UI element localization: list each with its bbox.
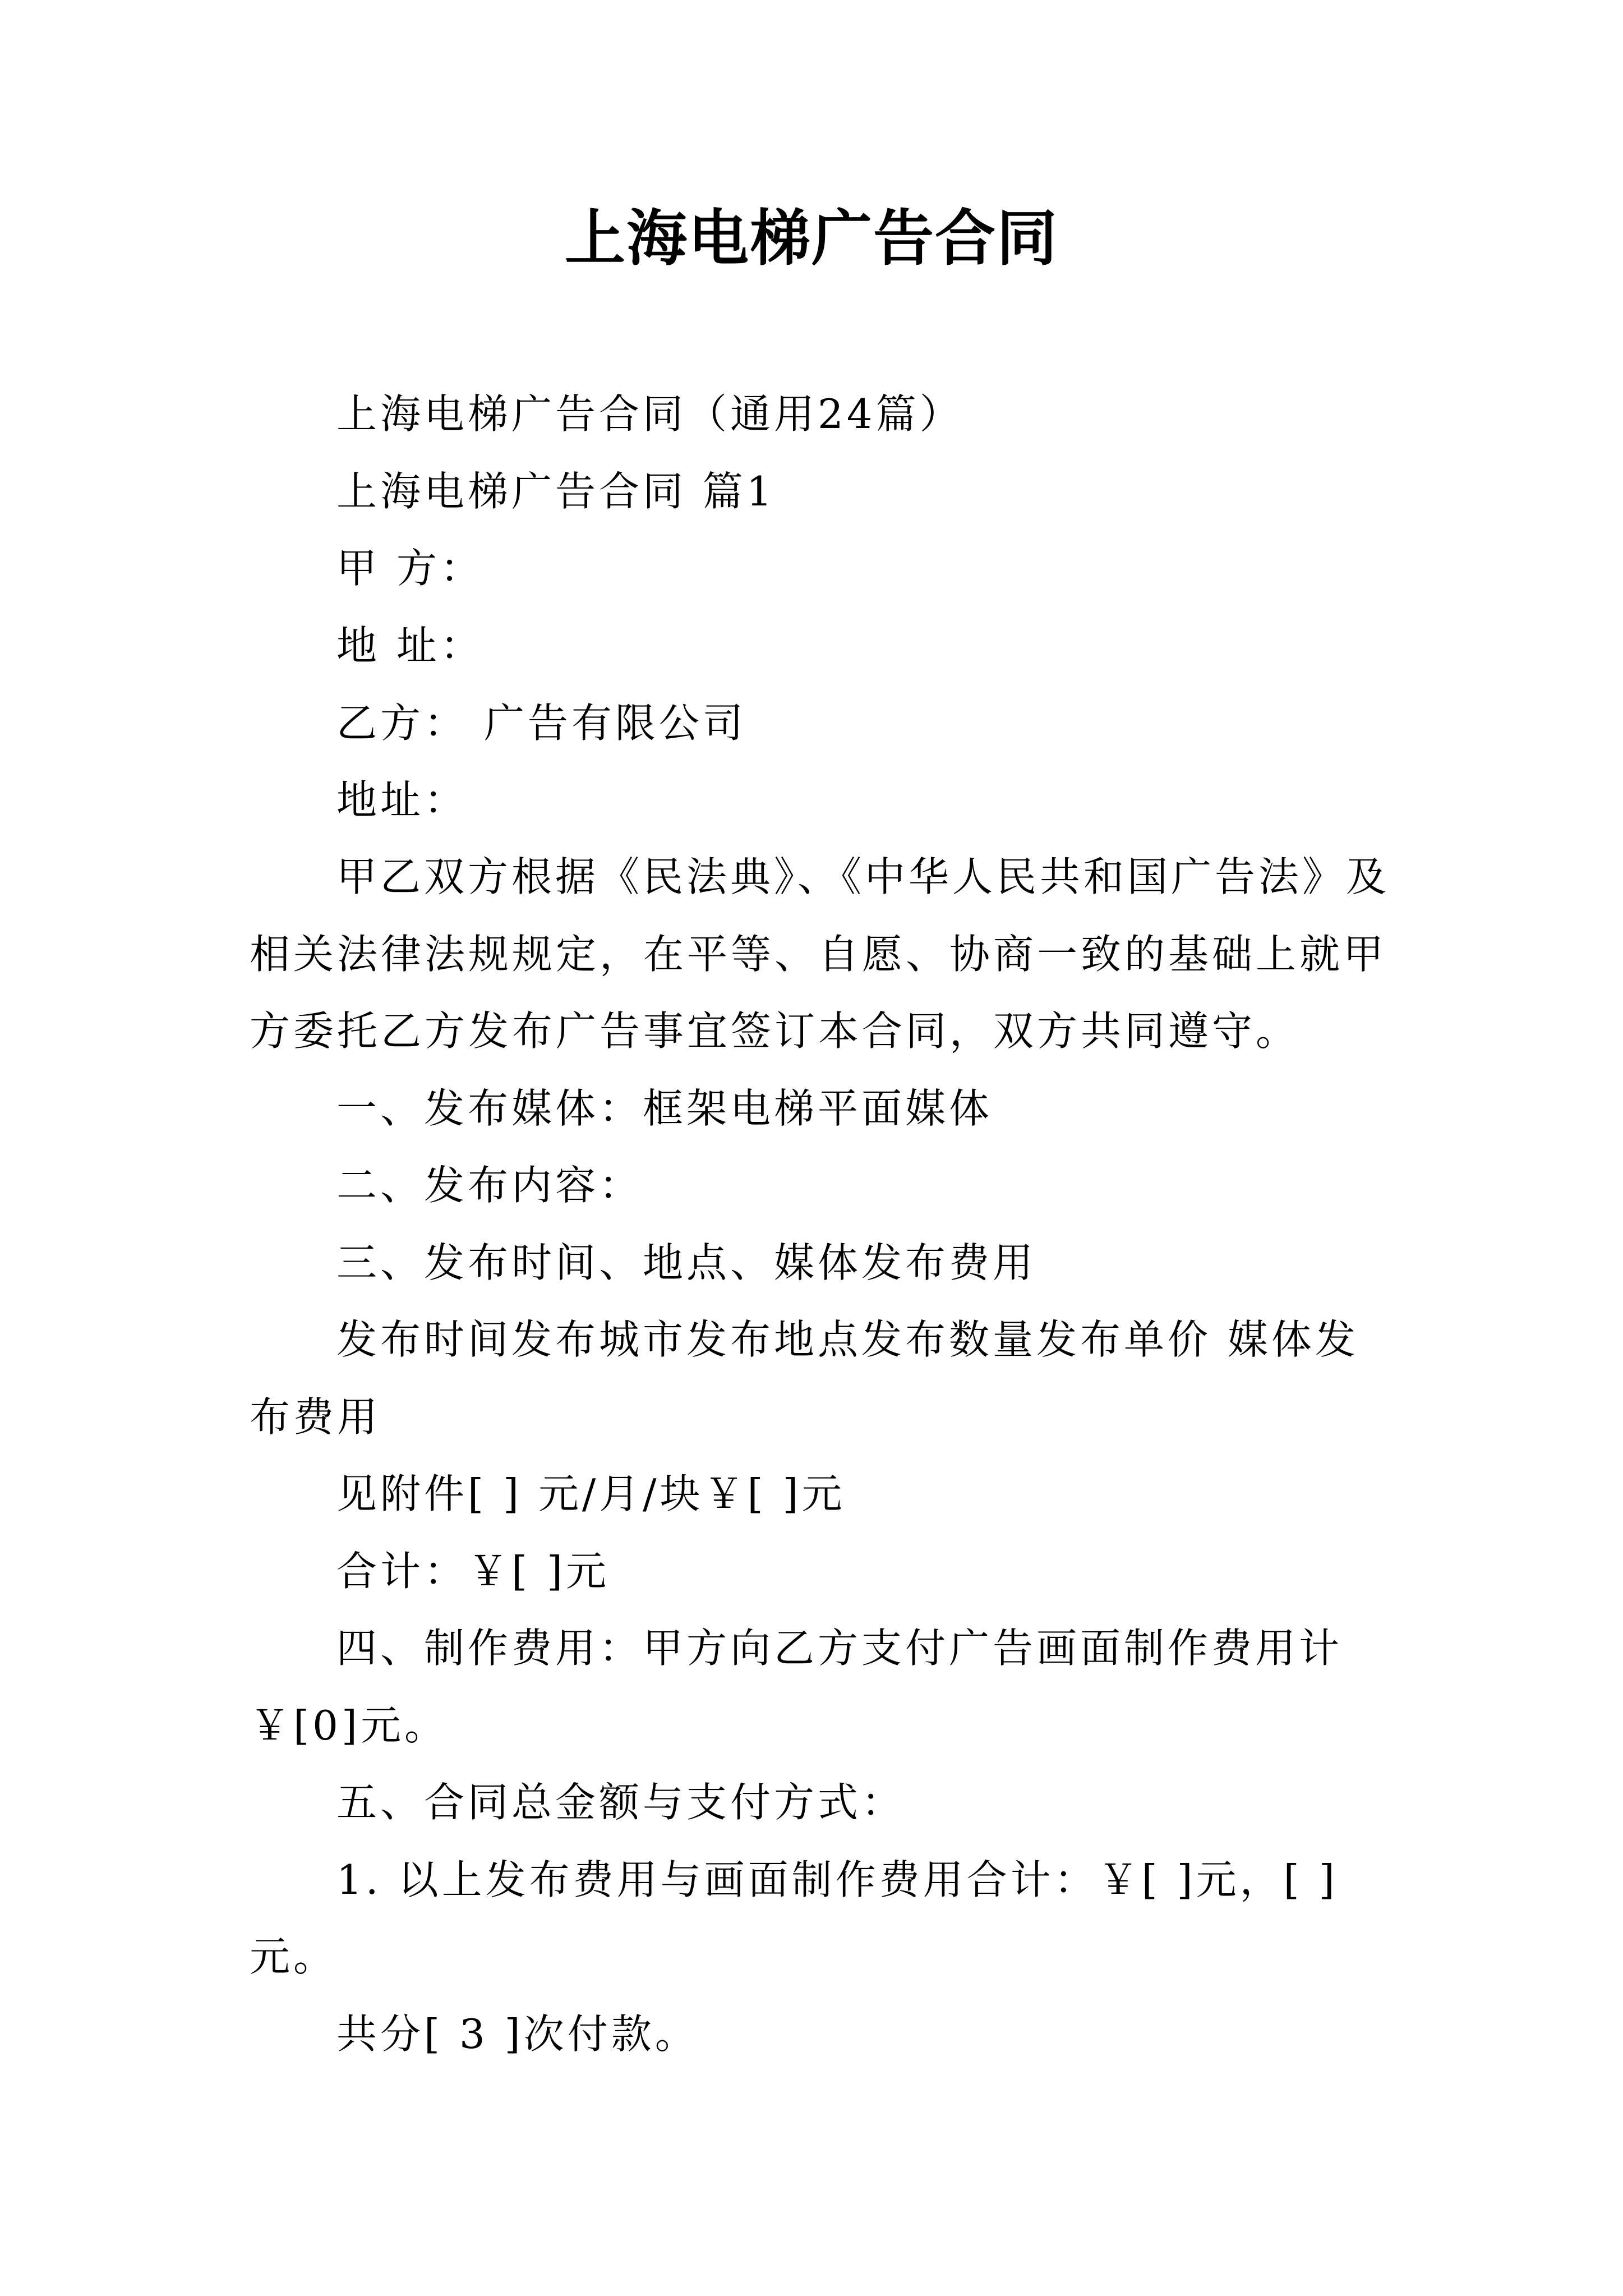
clause-2: 二、发布内容：	[336, 1162, 643, 1209]
payment-item-1: 元。	[250, 1933, 338, 1980]
document-title: 上海电梯广告合同	[564, 203, 1058, 274]
party-a-address-label: 地 址：	[336, 622, 484, 669]
body-paragraph-line: 相关法律法规规定，在平等、自愿、协商一致的基础上就甲	[250, 931, 1387, 978]
clause-1: 一、发布媒体：框架电梯平面媒体	[336, 1085, 993, 1132]
clause-5: 五、合同总金额与支付方式：	[336, 1779, 906, 1826]
party-a-label: 甲 方：	[336, 545, 484, 592]
body-paragraph-line: 方委托乙方发布广告事宜签订本合同，双方共同遵守。	[250, 1007, 1300, 1055]
payment-item-1: 1. 以上发布费用与画面制作费用合计：￥[ ]元，[ ]	[336, 1856, 1338, 1903]
section-heading: 上海电梯广告合同 篇1	[336, 468, 776, 515]
fee-table-header: 布费用	[250, 1393, 381, 1441]
party-b-address-label: 地址：	[336, 776, 468, 823]
clause-3: 三、发布时间、地点、媒体发布费用	[336, 1239, 1037, 1286]
clause-4: 四、制作费用：甲方向乙方支付广告画面制作费用计	[336, 1625, 1343, 1672]
payment-installments: 共分[ 3 ]次付款。	[336, 2010, 699, 2058]
document-subtitle: 上海电梯广告合同（通用24篇）	[336, 390, 963, 438]
clause-4: ￥[0]元。	[250, 1702, 448, 1749]
fee-table-header: 发布时间发布城市发布地点发布数量发布单价 媒体发	[336, 1316, 1359, 1363]
fee-table-row: 见附件[ ] 元/月/块￥[ ]元	[336, 1470, 846, 1517]
party-b-label: 乙方： 广告有限公司	[336, 700, 746, 747]
body-paragraph-line: 甲乙双方根据《民法典》、《中华人民共和国广告法》及	[336, 853, 1390, 900]
fee-total: 合计：￥[ ]元	[336, 1548, 610, 1595]
